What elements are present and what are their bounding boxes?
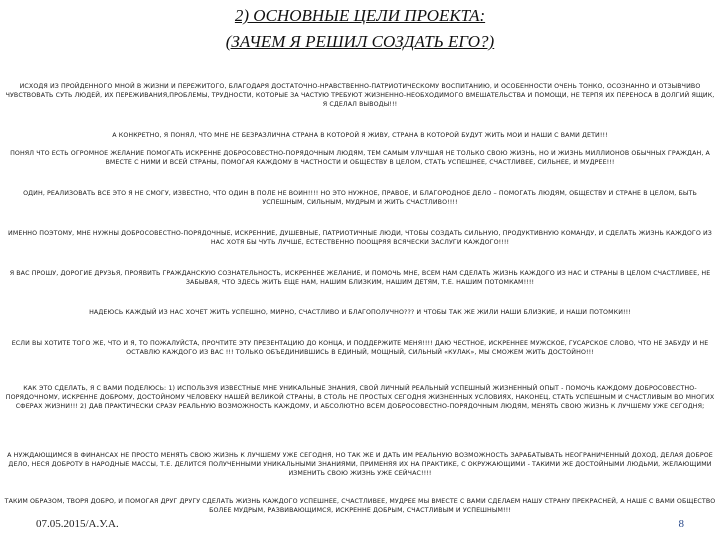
paragraph-11: ТАКИМ ОБРАЗОМ, ТВОРЯ ДОБРО, И ПОМОГАЯ ДРУГ ДРУГУ СДЕЛАТЬ ЖИЗНЬ КАЖДОГО УСПЕШНЕЕ, СЧАСТЛИВЕЕ, МУДРЕЕ МЫ ВМЕСТЕ С ВАМИ СДЕЛАЕМ НАШУ СТРАНУ ПРЕКРАСНЕЙ, А НАШЕ С ВАМИ ОБЩЕСТВО БОЛЕЕ МУДРЫМ, РАЗВИВАЮЩИМСЯ, ИСКРЕННЕ ДОБРЫМ, СЧАСТЛИВЫМ И УСПЕШНЫМ!!!	[4, 498, 716, 514]
paragraph-1: ИСХОДЯ ИЗ ПРОЙДЕННОГО МНОЙ В ЖИЗНИ И ПЕРЕЖИТОГО, БЛАГОДАРЯ ДОСТАТОЧНО-НРАВСТВЕННО-ПАТРИОТИЧЕСКОМУ ВОСПИТАНИЮ, И ОСОБЕННОСТИ ОЧЕНЬ ТОНКО, ОСОЗНАННО И ОТЗЫВЧИВО ЧУВСТВОВАТЬ СУТЬ ЛЮДЕЙ, ИХ ПЕРЕЖИВАНИЯ,ПРОБЛЕМЫ, ТРУДНОСТИ, КОТОРЫЕ ЗА ЧАСТУЮ ТРЕБУЮТ ЖИЗНЕННО-НЕОБХОДИМОГО ВМЕШАТЕЛЬСТВА И ПОМОЩИ, НЕ ТЕРПЯ ИХ ПЕРЕНОСА В ДОЛГИЙ ЯЩИК, Я СДЕЛАЛ ВЫВОДЫ!!!	[5, 83, 715, 108]
footer-date: 07.05.2015/А.У.А.	[36, 518, 119, 530]
paragraph-8: ЕСЛИ ВЫ ХОТИТЕ ТОГО ЖЕ, ЧТО И Я, ТО ПОЖАЛУЙСТА, ПРОЧТИТЕ ЭТУ ПРЕЗЕНТАЦИЮ ДО КОНЦА, И ПОДДЕРЖИТЕ МЕНЯ!!!! ДАЮ ЧЕСТНОЕ, ИСКРЕННЕЕ МУЖСКОЕ, ГУСАРСКОЕ СЛОВО, ЧТО НЕ ЗАБУДУ И НЕ ОСТАВЛЮ КАЖДОГО ИЗ ВАС !!! ТОЛЬКО ОБЪЕДИНИВШИСЬ В ЕДИНЫЙ, МОЩНЫЙ, СИЛЬНЫЙ «КУЛАК», МЫ СМОЖЕМ ЖИТЬ ДОСТОЙНО!!!	[11, 340, 709, 356]
paragraph-2: А КОНКРЕТНО, Я ПОНЯЛ, ЧТО МНЕ НЕ БЕЗРАЗЛИЧНА СТРАНА В КОТОРОЙ Я ЖИВУ, СТРАНА В КОТОРОЙ БУДУТ ЖИТЬ МОИ И НАШИ С ВАМИ ДЕТИ!!!	[112, 132, 608, 139]
paragraph-9: КАК ЭТО СДЕЛАТЬ, Я С ВАМИ ПОДЕЛЮСЬ: 1) ИСПОЛЬЗУЯ ИЗВЕСТНЫЕ МНЕ УНИКАЛЬНЫЕ ЗНАНИЯ, СВОЙ ЛИЧНЫЙ РЕАЛЬНЫЙ УСПЕШНЫЙ ЖИЗНЕННЫЙ ОПЫТ - ПОМОЧЬ КАЖДОМУ ДОБРОСОВЕСТНО-ПОРЯДОЧНОМУ, ИСКРЕННЕ ДОБРОМУ, ДОСТОЙНОМУ ЧЕЛОВЕКУ НАШЕЙ ВЕЛИКОЙ СТРАНЫ, В СТОЛЬ НЕ ПРОСТЫХ СЕГОДНЯ ЖИЗНЕННЫХ УСЛОВИЯХ, НАКОНЕЦ, СТАТЬ УСПЕШНЫМ И СЧАСТЛИВЫМ ВО МНОГИХ СФЕРАХ ЖИЗНИ!!! 2) ДАВ ПРАКТИЧЕСКИ СРАЗУ РЕАЛЬНУЮ ВОЗМОЖНОСТЬ КАЖДОМУ, И АБСОЛЮТНО ВСЕМ ДОБРОСОВЕСТНО-ПОРЯДОЧНЫМ ЛЮДЯМ, МЕНЯТЬ СВОЮ ЖИЗНЬ К ЛУЧШЕМУ УЖЕ СЕГОДНЯ;	[5, 385, 715, 410]
paragraph-6: Я ВАС ПРОШУ, ДОРОГИЕ ДРУЗЬЯ, ПРОЯВИТЬ ГРАЖДАНСКУЮ СОЗНАТЕЛЬНОСТЬ, ИСКРЕННЕЕ ЖЕЛАНИЕ, И ПОМОЧЬ МНЕ, ВСЕМ НАМ СДЕЛАТЬ ЖИЗНЬ КАЖДОГО ИЗ НАС И СТРАНЫ В ЦЕЛОМ СЧАСТЛИВЕЕ, НЕ ЗАБЫВАЯ, ЧТО ЗДЕСЬ ЖИТЬ ЕЩЕ НАМ, НАШИМ БЛИЗКИМ, НАШИМ ДЕТЯМ, Т.Е. НАШИМ ПОТОМКАМ!!!!	[9, 270, 711, 286]
slide-title-line2: (ЗАЧЕМ Я РЕШИЛ СОЗДАТЬ ЕГО?)	[225, 32, 495, 51]
paragraph-3: ПОНЯЛ ЧТО ЕСТЬ ОГРОМНОЕ ЖЕЛАНИЕ ПОМОГАТЬ ИСКРЕННЕ ДОБРОСОВЕСТНО-ПОРЯДОЧНЫМ ЛЮДЯМ, ТЕМ САМЫМ УЛУЧШАЯ НЕ ТОЛЬКО СВОЮ ЖИЗНЬ, НО И ЖИЗНЬ МИЛЛИОНОВ ОБЫЧНЫХ ГРАЖДАН, А ВМЕСТЕ С НИМИ И ВСЕЙ СТРАНЫ, ПОМОГАЯ КАЖДОМУ В ЧАСТНОСТИ И ОБЩЕСТВУ В ЦЕЛОМ, СТАТЬ УСПЕШНЕЕ, СЧАСТЛИВЕЕ, СИЛЬНЕЕ, И МУДРЕЕ!!!	[10, 150, 710, 166]
paragraph-7: НАДЕЮСЬ КАЖДЫЙ ИЗ НАС ХОЧЕТ ЖИТЬ УСПЕШНО, МИРНО, СЧАСТЛИВО И БЛАГОПОЛУЧНО??? И ЧТОБЫ ТАК ЖЕ ЖИЛИ НАШИ БЛИЗКИЕ, И НАШИ ПОТОМКИ!!!	[89, 309, 631, 316]
paragraph-10: А НУЖДАЮЩИМСЯ В ФИНАНСАХ НЕ ПРОСТО МЕНЯТЬ СВОЮ ЖИЗНЬ К ЛУЧШЕМУ УЖЕ СЕГОДНЯ, НО ТАК ЖЕ И ДАТЬ ИМ РЕАЛЬНУЮ ВОЗМОЖНОСТЬ ЗАРАБАТЫВАТЬ НЕОГРАНИЧЕННЫЙ ДОХОД, ДЕЛАЯ ДОБРОЕ ДЕЛО, НЕСЯ ДОБРОТУ В НАРОДНЫЕ МАССЫ, Т.Е. ДЕЛИТСЯ ПОЛУЧЕННЫМИ УНИКАЛЬНЫМИ ЗНАНИЯМИ, ПРИМЕНЯЯ ИХ НА ПРАКТИКЕ, С ОКРУЖАЮЩИМИ - ТАКИМИ ЖЕ ДОСТОЙНЫМИ ЛЮДЬМИ, ЖЕЛАЮЩИМИ ИЗМЕНИТЬ СВОЮ ЖИЗНЬ УЖЕ СЕЙЧАС!!!!	[7, 452, 713, 477]
slide-title-line1: 2) ОСНОВНЫЕ ЦЕЛИ ПРОЕКТА:	[234, 6, 486, 25]
paragraph-4: ОДИН, РЕАЛИЗОВАТЬ ВСЕ ЭТО Я НЕ СМОГУ, ИЗВЕСТНО, ЧТО ОДИН В ПОЛЕ НЕ ВОИН!!!! НО ЭТО НУЖНОЕ, ПРАВОЕ, И БЛАГОРОДНОЕ ДЕЛО – ПОМОГАТЬ ЛЮДЯМ, ОБЩЕСТВУ И СТРАНЕ В ЦЕЛОМ, БЫТЬ УСПЕШНЫМ, СИЛЬНЫМ, МУДРЫМ И ЖИТЬ СЧАСТЛИВО!!!!	[23, 190, 697, 206]
paragraph-5: ИМЕННО ПОЭТОМУ, МНЕ НУЖНЫ ДОБРОСОВЕСТНО-ПОРЯДОЧНЫЕ, ИСКРЕННИЕ, ДУШЕВНЫЕ, ПАТРИОТИЧНЫЕ ЛЮДИ, ЧТОБЫ СОЗДАТЬ СИЛЬНУЮ, ПРОДУКТИВНУЮ КОМАНДУ, И СДЕЛАТЬ ЖИЗНЬ КАЖДОГО ИЗ НАС ХОТЯ БЫ ЧУТЬ ЛУЧШЕ, ЕСТЕСТВЕННО ПООЩРЯЯ ВСЯЧЕСКИ ЗАСЛУГИ КАЖДОГО!!!!	[8, 230, 712, 246]
page-number: 8	[678, 518, 684, 530]
